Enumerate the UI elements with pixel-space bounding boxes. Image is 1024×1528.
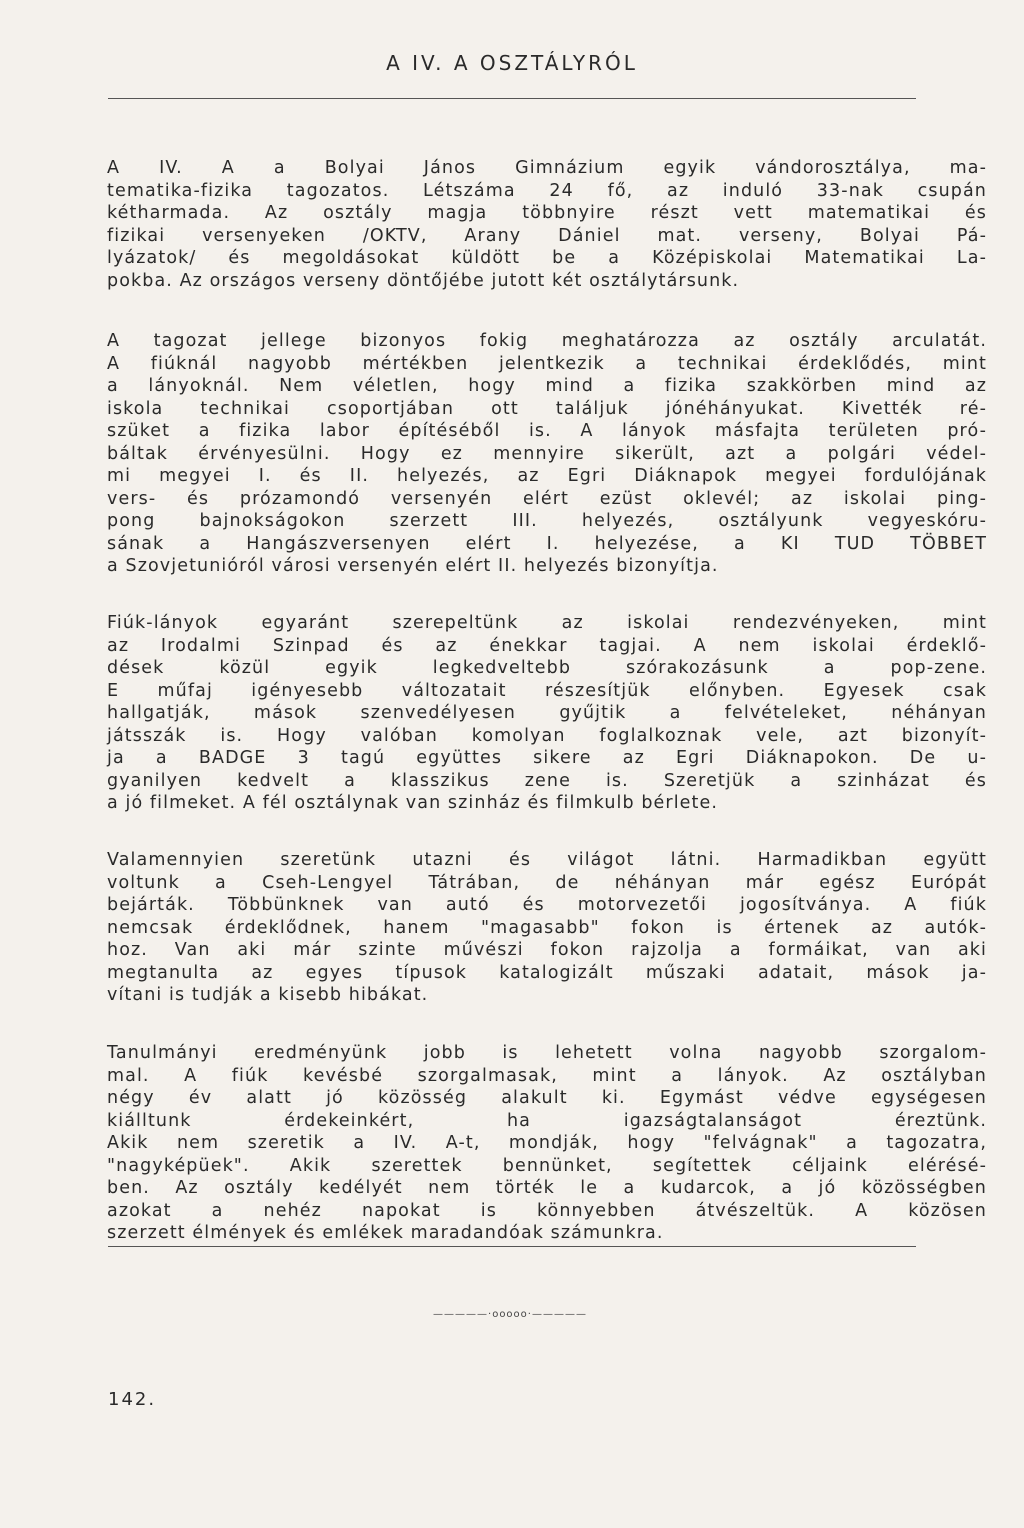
text-line: Fiúk-lányok egyaránt szerepeltünk az iskolai rendezvényeken, mint	[107, 613, 987, 633]
text-line: E műfaj igényesebb változatait részesítjük előnyben. Egyesek csak	[107, 680, 987, 701]
text-line: mal. A fiúk kevésbé szorgalmasak, mint a lányok. Az osztályban	[107, 1065, 987, 1086]
text-line: négy év alatt jó közösség alakult ki. Egymást védve egységesen	[107, 1088, 987, 1108]
text-line: "nagyképüek". Akik szerettek bennünket, segítettek céljaink elérésé-	[107, 1155, 987, 1176]
paragraph-1	[107, 157, 987, 292]
text-line: báltak érvényesülni. Hogy ez mennyire sikerült, azt a polgári védel-	[107, 443, 987, 464]
text-line: A fiúknál nagyobb mértékben jelentkezik a technikai érdeklődés, mint	[107, 353, 987, 374]
text-line: nemcsak érdeklődnek, hanem "magasabb" fokon is értenek az autók-	[107, 917, 987, 938]
text-line: Tanulmányi eredményünk jobb is lehetett volna nagyobb szorgalom-	[107, 1043, 987, 1063]
text-line: pokba. Az országos verseny döntőjébe jutott két osztálytársunk.	[107, 270, 740, 291]
paragraph-4	[107, 849, 987, 1007]
text-line: a jó filmeket. A fél osztálynak van szinház és filmkulb bérlete.	[107, 793, 719, 813]
text-line: ja a BADGE 3 tagú együttes sikere az Egri Diáknapokon. De u-	[107, 748, 987, 768]
paragraph-2	[107, 330, 987, 578]
text-line: Valamennyien szeretünk utazni és világot látni. Harmadikban együtt	[107, 850, 987, 870]
text-line: vítani is tudják a kisebb hibákat.	[107, 985, 429, 1005]
text-line: ben. Az osztály kedélyét nem törték le a kudarcok, a jó közösségben	[107, 1178, 987, 1198]
text-line: tematika-fizika tagozatos. Létszáma 24 fő, az induló 33-nak csupán	[107, 180, 987, 201]
text-line: gyanilyen kedvelt a klasszikus zene is. Szeretjük a szinházat és	[107, 770, 987, 791]
text-line: kiálltunk érdekeinkért, ha igazságtalanságot éreztünk.	[107, 1110, 987, 1131]
text-line: iskola technikai csoportjában ott találjuk jónéhányukat. Kivették ré-	[107, 398, 987, 419]
text-line: megtanulta az egyes típusok katalogizált műszaki adatait, mások ja-	[107, 962, 987, 983]
text-line: lyázatok/ és megoldásokat küldött be a Középiskolai Matematikai La-	[107, 248, 987, 268]
text-line: dések közül egyik legkedveltebb szórakozásunk a pop-zene.	[107, 658, 987, 678]
closing-rule	[108, 1246, 916, 1247]
page-number: 142.	[108, 1389, 157, 1410]
ornament-divider: —————·ooooo·—————	[433, 1309, 587, 1320]
text-line: A tagozat jellege bizonyos fokig meghatározza az osztály arculatát.	[107, 331, 987, 351]
text-line: vers- és prózamondó versenyén elért ezüst oklevél; az iskolai ping-	[107, 488, 987, 509]
text-line: hallgatják, mások szenvedélyesen gyűjtik a felvételeket, néhányan	[107, 703, 987, 723]
text-line: voltunk a Cseh-Lengyel Tátrában, de néhányan már egész Európát	[107, 872, 987, 893]
text-line: az Irodalmi Szinpad és az énekkar tagjai. A nem iskolai érdeklő-	[107, 635, 987, 656]
text-line: hoz. Van aki már szinte művészi fokon rajzolja a formáikat, van aki	[107, 940, 987, 960]
text-line: kétharmada. Az osztály magja többnyire részt vett matematikai és	[107, 203, 987, 223]
text-line: szerzett élmények és emlékek maradandóak számunkra.	[107, 1223, 664, 1243]
paragraph-5	[107, 1042, 987, 1245]
text-line: pong bajnokságokon szerzett III. helyezés, osztályunk vegyeskóru-	[107, 511, 987, 531]
text-line: sának a Hangászversenyen elért I. helyezése, a KI TUD TÖBBET	[107, 533, 987, 554]
text-line: Akik nem szeretik a IV. A-t, mondják, hogy "felvágnak" a tagozatra,	[107, 1133, 987, 1153]
text-line: a lányoknál. Nem véletlen, hogy mind a fizika szakkörben mind az	[107, 376, 987, 396]
text-line: A IV. A a Bolyai János Gimnázium egyik vándorosztálya, ma-	[107, 158, 987, 178]
text-line: bejárták. Többünknek van autó és motorvezetői jogosítványa. A fiúk	[107, 895, 987, 915]
text-line: azokat a nehéz napokat is könnyebben átvészeltük. A közösen	[107, 1200, 987, 1221]
text-line: fizikai versenyeken /OKTV, Arany Dániel mat. verseny, Bolyai Pá-	[107, 225, 987, 246]
text-line: mi megyei I. és II. helyezés, az Egri Diáknapok megyei fordulójának	[107, 466, 987, 486]
text-line: szüket a fizika labor építéséből is. A lányok másfajta területen pró-	[107, 421, 987, 441]
page-title: A IV. A OSZTÁLYRÓL	[386, 51, 638, 76]
paragraph-3	[107, 612, 987, 815]
text-line: játsszák is. Hogy valóban komolyan foglalkoznak vele, azt bizonyít-	[107, 725, 987, 746]
text-line: a Szovjetunióról városi versenyén elért II. helyezés bizonyítja.	[107, 556, 719, 576]
title-underline	[108, 98, 916, 99]
